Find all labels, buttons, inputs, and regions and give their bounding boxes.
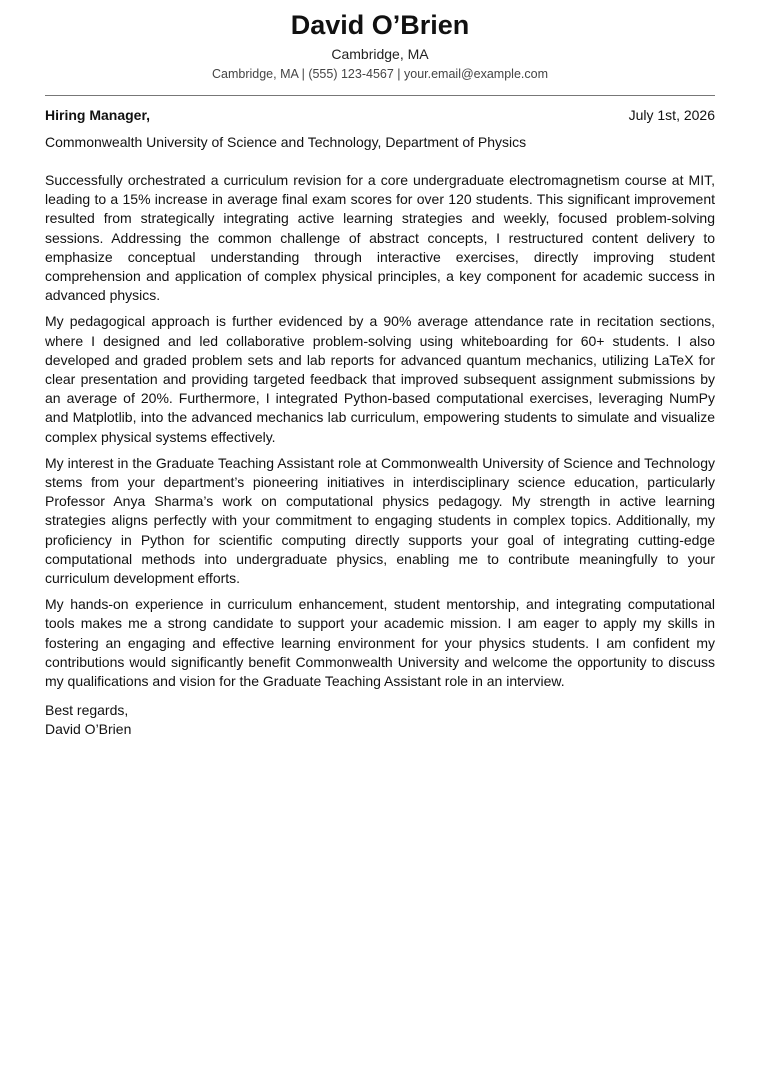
applicant-name: David O’Brien [290, 10, 470, 40]
letter-body [45, 171, 715, 691]
contact-line: Cambridge, MA | (555) 123-4567 | your.email@example.com [211, 67, 548, 81]
recipient-row [45, 106, 715, 124]
recipient-organization: Commonwealth University of Science and Technology, Department of Physics [45, 134, 527, 150]
closing-signature: David O’Brien [45, 721, 132, 738]
body-paragraph-2: My pedagogical approach is further evidenced by a 90% average attendance rate in recitation sections, where I designed and led collaborative problem-solving using whiteboarding for 60+ students. I also developed and graded problem sets and lab reports for advanced quantum mechanics, utilizing LaTeX for clear presentation and providing targeted feedback that improved subsequent assignment submissions by an average of 20%. Furthermore, I integrated Python-based computational exercises, leveraging NumPy and Matplotlib, into the advanced mechanics lab curriculum, empowering students to simulate and visualize complex physical systems effectively. [45, 313, 715, 445]
applicant-location: Cambridge, MA [331, 46, 429, 62]
recipient-salutation: Hiring Manager, [45, 107, 151, 123]
letter-closing [45, 701, 715, 739]
header-divider [45, 95, 715, 96]
letter-date: July 1st, 2026 [628, 107, 715, 123]
body-paragraph-3: My interest in the Graduate Teaching Assistant role at Commonwealth University of Science and Technology stems from your department’s pioneering initiatives in interdisciplinary science education, particularly Professor Anya Sharma’s work on computational physics pedagogy. My strength in active learning strategies aligns perfectly with your commitment to engaging students in complex topics. Additionally, my proficiency in Python for scientific computing directly supports your goal of integrating cutting-edge computational methods into undergraduate physics, enabling me to contribute meaningfully to your curriculum development efforts. [45, 454, 715, 587]
body-paragraph-1: Successfully orchestrated a curriculum revision for a core undergraduate electromagnetism course at MIT, leading to a 15% increase in average final exam scores for over 120 students. This significant improvement resulted from strategically integrating active learning strategies and weekly, focused problem-solving sessions. Addressing the common challenge of abstract concepts, I restructured content delivery to emphasize conceptual understanding through interactive exercises, directly improving student comprehension and application of complex physical principles, a key component for academic success in advanced physics. [45, 172, 715, 304]
closing-signoff: Best regards, [45, 702, 129, 719]
body-paragraph-4: My hands-on experience in curriculum enhancement, student mentorship, and integrating computational tools makes me a strong candidate to support your academic mission. I am eager to apply my skills in fostering an engaging and effective learning environment for your physics students. I am confident my contributions would significantly benefit Commonwealth University and welcome the opportunity to discuss my qualifications and vision for the Graduate Teaching Assistant role in an interview. [45, 596, 715, 690]
